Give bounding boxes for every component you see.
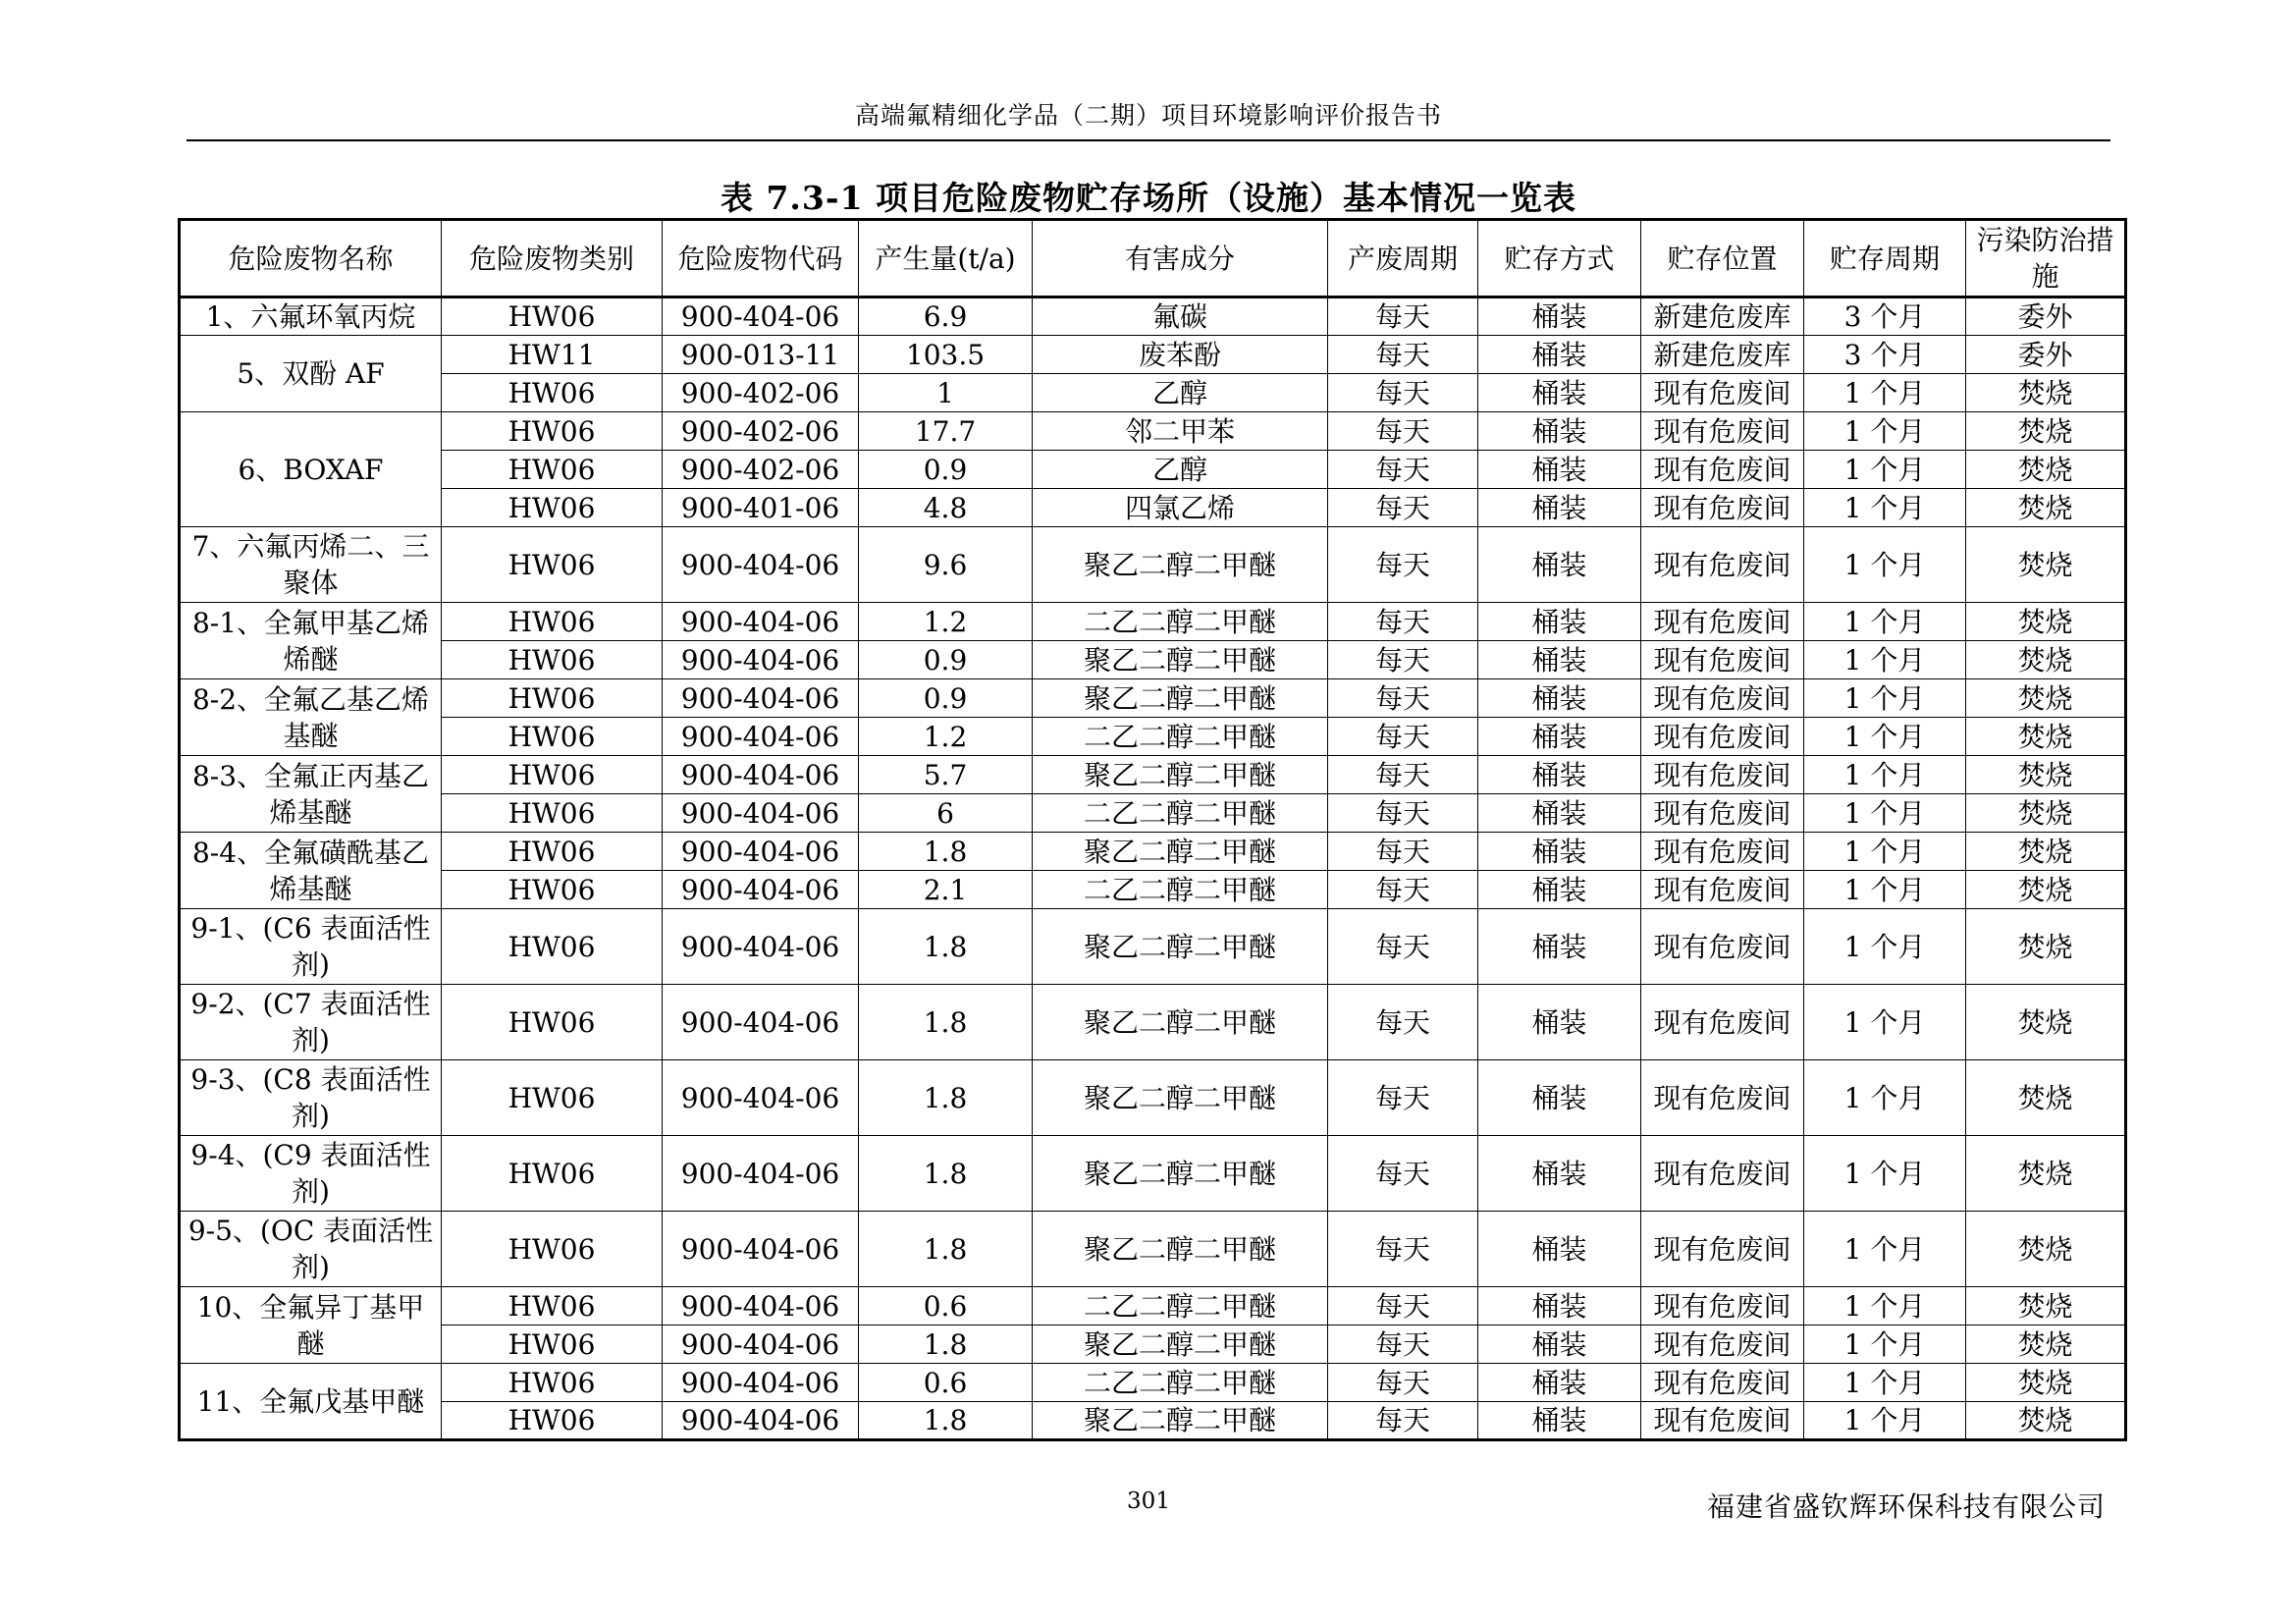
category-cell: HW06 <box>442 489 663 527</box>
category-cell: HW06 <box>442 794 663 833</box>
location-cell: 现有危废间 <box>1641 1060 1804 1136</box>
component-cell: 聚乙二醇二甲醚 <box>1033 833 1328 871</box>
location-cell: 现有危废间 <box>1641 871 1804 909</box>
location-cell: 现有危废间 <box>1641 985 1804 1060</box>
component-cell: 四氯乙烯 <box>1033 489 1328 527</box>
waste-name-cell: 5、双酚 AF <box>180 336 442 412</box>
code-cell: 900-404-06 <box>663 718 859 756</box>
page-header-title: 高端氟精细化学品（二期）项目环境影响评价报告书 <box>854 101 1442 130</box>
column-header: 贮存位置 <box>1641 220 1804 298</box>
period-cell: 1 个月 <box>1804 909 1966 985</box>
waste-name-cell: 9-4、(C9 表面活性剂) <box>180 1136 442 1212</box>
table-row <box>180 489 2126 527</box>
cycle-cell: 每天 <box>1328 412 1478 451</box>
cycle-cell: 每天 <box>1328 909 1478 985</box>
location-cell: 现有危废间 <box>1641 679 1804 718</box>
code-cell: 900-404-06 <box>663 1136 859 1212</box>
table-row <box>180 985 2126 1060</box>
cycle-cell: 每天 <box>1328 298 1478 336</box>
storage-cell: 桶装 <box>1478 679 1641 718</box>
storage-cell: 桶装 <box>1478 412 1641 451</box>
storage-cell: 桶装 <box>1478 985 1641 1060</box>
component-cell: 聚乙二醇二甲醚 <box>1033 1060 1328 1136</box>
table-row <box>180 451 2126 489</box>
amount-cell: 1.8 <box>859 1060 1033 1136</box>
amount-cell: 0.9 <box>859 451 1033 489</box>
waste-name-cell: 8-2、全氟乙基乙烯基醚 <box>180 679 442 756</box>
storage-cell: 桶装 <box>1478 1287 1641 1325</box>
location-cell: 现有危废间 <box>1641 1136 1804 1212</box>
waste-name-cell: 10、全氟异丁基甲醚 <box>180 1287 442 1364</box>
cycle-cell: 每天 <box>1328 641 1478 679</box>
measure-cell: 焚烧 <box>1966 489 2126 527</box>
amount-cell: 1.2 <box>859 603 1033 641</box>
category-cell: HW06 <box>442 1136 663 1212</box>
period-cell: 3 个月 <box>1804 336 1966 374</box>
table-row <box>180 718 2126 756</box>
cycle-cell: 每天 <box>1328 603 1478 641</box>
component-cell: 聚乙二醇二甲醚 <box>1033 641 1328 679</box>
category-cell: HW06 <box>442 833 663 871</box>
code-cell: 900-404-06 <box>663 298 859 336</box>
period-cell: 1 个月 <box>1804 603 1966 641</box>
table-row <box>180 871 2126 909</box>
component-cell: 二乙二醇二甲醚 <box>1033 1364 1328 1402</box>
measure-cell: 焚烧 <box>1966 756 2126 794</box>
location-cell: 现有危废间 <box>1641 1287 1804 1325</box>
period-cell: 1 个月 <box>1804 794 1966 833</box>
hazardous-waste-table <box>178 218 2127 1441</box>
location-cell: 新建危废库 <box>1641 336 1804 374</box>
category-cell: HW06 <box>442 412 663 451</box>
table-row <box>180 1212 2126 1287</box>
cycle-cell: 每天 <box>1328 1060 1478 1136</box>
measure-cell: 焚烧 <box>1966 718 2126 756</box>
period-cell: 3 个月 <box>1804 298 1966 336</box>
cycle-cell: 每天 <box>1328 833 1478 871</box>
measure-cell: 焚烧 <box>1966 679 2126 718</box>
category-cell: HW06 <box>442 374 663 412</box>
category-cell: HW06 <box>442 985 663 1060</box>
amount-cell: 1.8 <box>859 1212 1033 1287</box>
amount-cell: 1.8 <box>859 1402 1033 1440</box>
waste-name-cell: 9-2、(C7 表面活性剂) <box>180 985 442 1060</box>
column-header: 贮存周期 <box>1804 220 1966 298</box>
code-cell: 900-404-06 <box>663 1325 859 1364</box>
category-cell: HW06 <box>442 603 663 641</box>
period-cell: 1 个月 <box>1804 412 1966 451</box>
storage-cell: 桶装 <box>1478 641 1641 679</box>
storage-cell: 桶装 <box>1478 451 1641 489</box>
table-row <box>180 1060 2126 1136</box>
period-cell: 1 个月 <box>1804 641 1966 679</box>
category-cell: HW06 <box>442 1212 663 1287</box>
measure-cell: 焚烧 <box>1966 985 2126 1060</box>
category-cell: HW06 <box>442 1287 663 1325</box>
component-cell: 聚乙二醇二甲醚 <box>1033 1136 1328 1212</box>
amount-cell: 2.1 <box>859 871 1033 909</box>
code-cell: 900-404-06 <box>663 909 859 985</box>
period-cell: 1 个月 <box>1804 1364 1966 1402</box>
location-cell: 现有危废间 <box>1641 833 1804 871</box>
storage-cell: 桶装 <box>1478 1402 1641 1440</box>
component-cell: 废苯酚 <box>1033 336 1328 374</box>
storage-cell: 桶装 <box>1478 527 1641 603</box>
location-cell: 现有危废间 <box>1641 1364 1804 1402</box>
table-row <box>180 1136 2126 1212</box>
waste-name-cell: 6、BOXAF <box>180 412 442 527</box>
table-row <box>180 679 2126 718</box>
cycle-cell: 每天 <box>1328 336 1478 374</box>
cycle-cell: 每天 <box>1328 489 1478 527</box>
component-cell: 二乙二醇二甲醚 <box>1033 718 1328 756</box>
waste-name-cell: 9-1、(C6 表面活性剂) <box>180 909 442 985</box>
amount-cell: 9.6 <box>859 527 1033 603</box>
component-cell: 二乙二醇二甲醚 <box>1033 794 1328 833</box>
amount-cell: 4.8 <box>859 489 1033 527</box>
table-row <box>180 641 2126 679</box>
code-cell: 900-404-06 <box>663 833 859 871</box>
period-cell: 1 个月 <box>1804 871 1966 909</box>
amount-cell: 1.8 <box>859 833 1033 871</box>
waste-name-cell: 7、六氟丙烯二、三聚体 <box>180 527 442 603</box>
code-cell: 900-404-06 <box>663 871 859 909</box>
cycle-cell: 每天 <box>1328 1287 1478 1325</box>
component-cell: 聚乙二醇二甲醚 <box>1033 1325 1328 1364</box>
cycle-cell: 每天 <box>1328 794 1478 833</box>
amount-cell: 0.6 <box>859 1364 1033 1402</box>
column-header: 危险废物代码 <box>663 220 859 298</box>
location-cell: 新建危废库 <box>1641 298 1804 336</box>
period-cell: 1 个月 <box>1804 374 1966 412</box>
column-header: 贮存方式 <box>1478 220 1641 298</box>
period-cell: 1 个月 <box>1804 985 1966 1060</box>
component-cell: 氟碳 <box>1033 298 1328 336</box>
code-cell: 900-013-11 <box>663 336 859 374</box>
waste-name-cell: 8-3、全氟正丙基乙烯基醚 <box>180 756 442 833</box>
table-body <box>180 298 2126 1440</box>
component-cell: 二乙二醇二甲醚 <box>1033 871 1328 909</box>
cycle-cell: 每天 <box>1328 1364 1478 1402</box>
period-cell: 1 个月 <box>1804 1402 1966 1440</box>
period-cell: 1 个月 <box>1804 1060 1966 1136</box>
period-cell: 1 个月 <box>1804 833 1966 871</box>
waste-name-cell: 11、全氟戊基甲醚 <box>180 1364 442 1440</box>
location-cell: 现有危废间 <box>1641 756 1804 794</box>
period-cell: 1 个月 <box>1804 679 1966 718</box>
code-cell: 900-402-06 <box>663 451 859 489</box>
category-cell: HW06 <box>442 527 663 603</box>
component-cell: 二乙二醇二甲醚 <box>1033 603 1328 641</box>
component-cell: 乙醇 <box>1033 374 1328 412</box>
code-cell: 900-404-06 <box>663 1212 859 1287</box>
code-cell: 900-404-06 <box>663 641 859 679</box>
table-row <box>180 1402 2126 1440</box>
table-row <box>180 374 2126 412</box>
table-row <box>180 527 2126 603</box>
component-cell: 二乙二醇二甲醚 <box>1033 1287 1328 1325</box>
cycle-cell: 每天 <box>1328 679 1478 718</box>
code-cell: 900-401-06 <box>663 489 859 527</box>
period-cell: 1 个月 <box>1804 527 1966 603</box>
cycle-cell: 每天 <box>1328 1402 1478 1440</box>
measure-cell: 焚烧 <box>1966 641 2126 679</box>
component-cell: 聚乙二醇二甲醚 <box>1033 527 1328 603</box>
column-header: 产废周期 <box>1328 220 1478 298</box>
amount-cell: 1.8 <box>859 909 1033 985</box>
category-cell: HW11 <box>442 336 663 374</box>
column-header: 危险废物名称 <box>180 220 442 298</box>
code-cell: 900-402-06 <box>663 374 859 412</box>
company-name: 福建省盛钦辉环保科技有限公司 <box>1706 1490 2106 1523</box>
category-cell: HW06 <box>442 451 663 489</box>
category-cell: HW06 <box>442 871 663 909</box>
period-cell: 1 个月 <box>1804 756 1966 794</box>
cycle-cell: 每天 <box>1328 985 1478 1060</box>
measure-cell: 焚烧 <box>1966 1060 2126 1136</box>
amount-cell: 1.8 <box>859 985 1033 1060</box>
category-cell: HW06 <box>442 756 663 794</box>
category-cell: HW06 <box>442 1060 663 1136</box>
component-cell: 聚乙二醇二甲醚 <box>1033 1402 1328 1440</box>
table-row <box>180 756 2126 794</box>
code-cell: 900-404-06 <box>663 1060 859 1136</box>
storage-cell: 桶装 <box>1478 871 1641 909</box>
cycle-cell: 每天 <box>1328 1325 1478 1364</box>
period-cell: 1 个月 <box>1804 451 1966 489</box>
storage-cell: 桶装 <box>1478 603 1641 641</box>
column-header: 危险废物类别 <box>442 220 663 298</box>
category-cell: HW06 <box>442 679 663 718</box>
code-cell: 900-402-06 <box>663 412 859 451</box>
page-number: 301 <box>1127 1488 1170 1514</box>
period-cell: 1 个月 <box>1804 489 1966 527</box>
period-cell: 1 个月 <box>1804 1136 1966 1212</box>
code-cell: 900-404-06 <box>663 1287 859 1325</box>
category-cell: HW06 <box>442 909 663 985</box>
cycle-cell: 每天 <box>1328 451 1478 489</box>
table-row <box>180 298 2126 336</box>
component-cell: 乙醇 <box>1033 451 1328 489</box>
period-cell: 1 个月 <box>1804 1287 1966 1325</box>
component-cell: 聚乙二醇二甲醚 <box>1033 985 1328 1060</box>
location-cell: 现有危废间 <box>1641 1212 1804 1287</box>
table-row <box>180 603 2126 641</box>
measure-cell: 焚烧 <box>1966 603 2126 641</box>
period-cell: 1 个月 <box>1804 718 1966 756</box>
amount-cell: 0.9 <box>859 641 1033 679</box>
table-row <box>180 833 2126 871</box>
location-cell: 现有危废间 <box>1641 603 1804 641</box>
header-rule <box>187 139 2110 141</box>
waste-name-cell: 8-4、全氟磺酰基乙烯基醚 <box>180 833 442 909</box>
storage-cell: 桶装 <box>1478 1325 1641 1364</box>
column-header: 产生量(t/a) <box>859 220 1033 298</box>
cycle-cell: 每天 <box>1328 1212 1478 1287</box>
location-cell: 现有危废间 <box>1641 412 1804 451</box>
measure-cell: 焚烧 <box>1966 374 2126 412</box>
cycle-cell: 每天 <box>1328 718 1478 756</box>
storage-cell: 桶装 <box>1478 1136 1641 1212</box>
measure-cell: 焚烧 <box>1966 871 2126 909</box>
measure-cell: 焚烧 <box>1966 1212 2126 1287</box>
waste-name-cell: 9-5、(OC 表面活性剂) <box>180 1212 442 1287</box>
location-cell: 现有危废间 <box>1641 1402 1804 1440</box>
table-row <box>180 336 2126 374</box>
component-cell: 邻二甲苯 <box>1033 412 1328 451</box>
measure-cell: 焚烧 <box>1966 1136 2126 1212</box>
amount-cell: 0.6 <box>859 1287 1033 1325</box>
code-cell: 900-404-06 <box>663 679 859 718</box>
waste-name-cell: 8-1、全氟甲基乙烯烯醚 <box>180 603 442 679</box>
storage-cell: 桶装 <box>1478 1060 1641 1136</box>
code-cell: 900-404-06 <box>663 527 859 603</box>
location-cell: 现有危废间 <box>1641 527 1804 603</box>
category-cell: HW06 <box>442 641 663 679</box>
code-cell: 900-404-06 <box>663 1402 859 1440</box>
cycle-cell: 每天 <box>1328 756 1478 794</box>
waste-name-cell: 9-3、(C8 表面活性剂) <box>180 1060 442 1136</box>
code-cell: 900-404-06 <box>663 1364 859 1402</box>
cycle-cell: 每天 <box>1328 871 1478 909</box>
measure-cell: 焚烧 <box>1966 1402 2126 1440</box>
measure-cell: 焚烧 <box>1966 794 2126 833</box>
category-cell: HW06 <box>442 1325 663 1364</box>
location-cell: 现有危废间 <box>1641 1325 1804 1364</box>
storage-cell: 桶装 <box>1478 489 1641 527</box>
component-cell: 聚乙二醇二甲醚 <box>1033 909 1328 985</box>
table-row <box>180 412 2126 451</box>
waste-name-cell: 1、六氟环氧丙烷 <box>180 298 442 336</box>
storage-cell: 桶装 <box>1478 718 1641 756</box>
measure-cell: 焚烧 <box>1966 833 2126 871</box>
storage-cell: 桶装 <box>1478 374 1641 412</box>
table-row <box>180 1287 2126 1325</box>
amount-cell: 103.5 <box>859 336 1033 374</box>
amount-cell: 0.9 <box>859 679 1033 718</box>
cycle-cell: 每天 <box>1328 527 1478 603</box>
table-row <box>180 909 2126 985</box>
storage-cell: 桶装 <box>1478 336 1641 374</box>
category-cell: HW06 <box>442 298 663 336</box>
amount-cell: 1.8 <box>859 1136 1033 1212</box>
storage-cell: 桶装 <box>1478 1212 1641 1287</box>
amount-cell: 5.7 <box>859 756 1033 794</box>
code-cell: 900-404-06 <box>663 985 859 1060</box>
category-cell: HW06 <box>442 1402 663 1440</box>
location-cell: 现有危废间 <box>1641 794 1804 833</box>
cycle-cell: 每天 <box>1328 374 1478 412</box>
component-cell: 聚乙二醇二甲醚 <box>1033 679 1328 718</box>
amount-cell: 1.2 <box>859 718 1033 756</box>
measure-cell: 焚烧 <box>1966 412 2126 451</box>
column-header: 有害成分 <box>1033 220 1328 298</box>
amount-cell: 1.8 <box>859 1325 1033 1364</box>
amount-cell: 6.9 <box>859 298 1033 336</box>
category-cell: HW06 <box>442 718 663 756</box>
cycle-cell: 每天 <box>1328 1136 1478 1212</box>
location-cell: 现有危废间 <box>1641 451 1804 489</box>
location-cell: 现有危废间 <box>1641 718 1804 756</box>
storage-cell: 桶装 <box>1478 298 1641 336</box>
location-cell: 现有危废间 <box>1641 909 1804 985</box>
measure-cell: 焚烧 <box>1966 451 2126 489</box>
amount-cell: 17.7 <box>859 412 1033 451</box>
measure-cell: 委外 <box>1966 336 2126 374</box>
period-cell: 1 个月 <box>1804 1325 1966 1364</box>
measure-cell: 委外 <box>1966 298 2126 336</box>
table-row <box>180 1364 2126 1402</box>
amount-cell: 1 <box>859 374 1033 412</box>
measure-cell: 焚烧 <box>1966 909 2126 985</box>
category-cell: HW06 <box>442 1364 663 1402</box>
component-cell: 聚乙二醇二甲醚 <box>1033 1212 1328 1287</box>
period-cell: 1 个月 <box>1804 1212 1966 1287</box>
code-cell: 900-404-06 <box>663 794 859 833</box>
code-cell: 900-404-06 <box>663 756 859 794</box>
storage-cell: 桶装 <box>1478 794 1641 833</box>
storage-cell: 桶装 <box>1478 756 1641 794</box>
component-cell: 聚乙二醇二甲醚 <box>1033 756 1328 794</box>
table-row <box>180 1325 2126 1364</box>
table-title: 表 7.3-1 项目危险废物贮存场所（设施）基本情况一览表 <box>720 179 1577 217</box>
storage-cell: 桶装 <box>1478 833 1641 871</box>
location-cell: 现有危废间 <box>1641 374 1804 412</box>
measure-cell: 焚烧 <box>1966 1364 2126 1402</box>
table-row <box>180 794 2126 833</box>
code-cell: 900-404-06 <box>663 603 859 641</box>
measure-cell: 焚烧 <box>1966 1325 2126 1364</box>
storage-cell: 桶装 <box>1478 1364 1641 1402</box>
column-header: 污染防治措施 <box>1966 220 2126 298</box>
measure-cell: 焚烧 <box>1966 1287 2126 1325</box>
location-cell: 现有危废间 <box>1641 489 1804 527</box>
amount-cell: 6 <box>859 794 1033 833</box>
table-header-row <box>180 220 2126 298</box>
measure-cell: 焚烧 <box>1966 527 2126 603</box>
storage-cell: 桶装 <box>1478 909 1641 985</box>
location-cell: 现有危废间 <box>1641 641 1804 679</box>
